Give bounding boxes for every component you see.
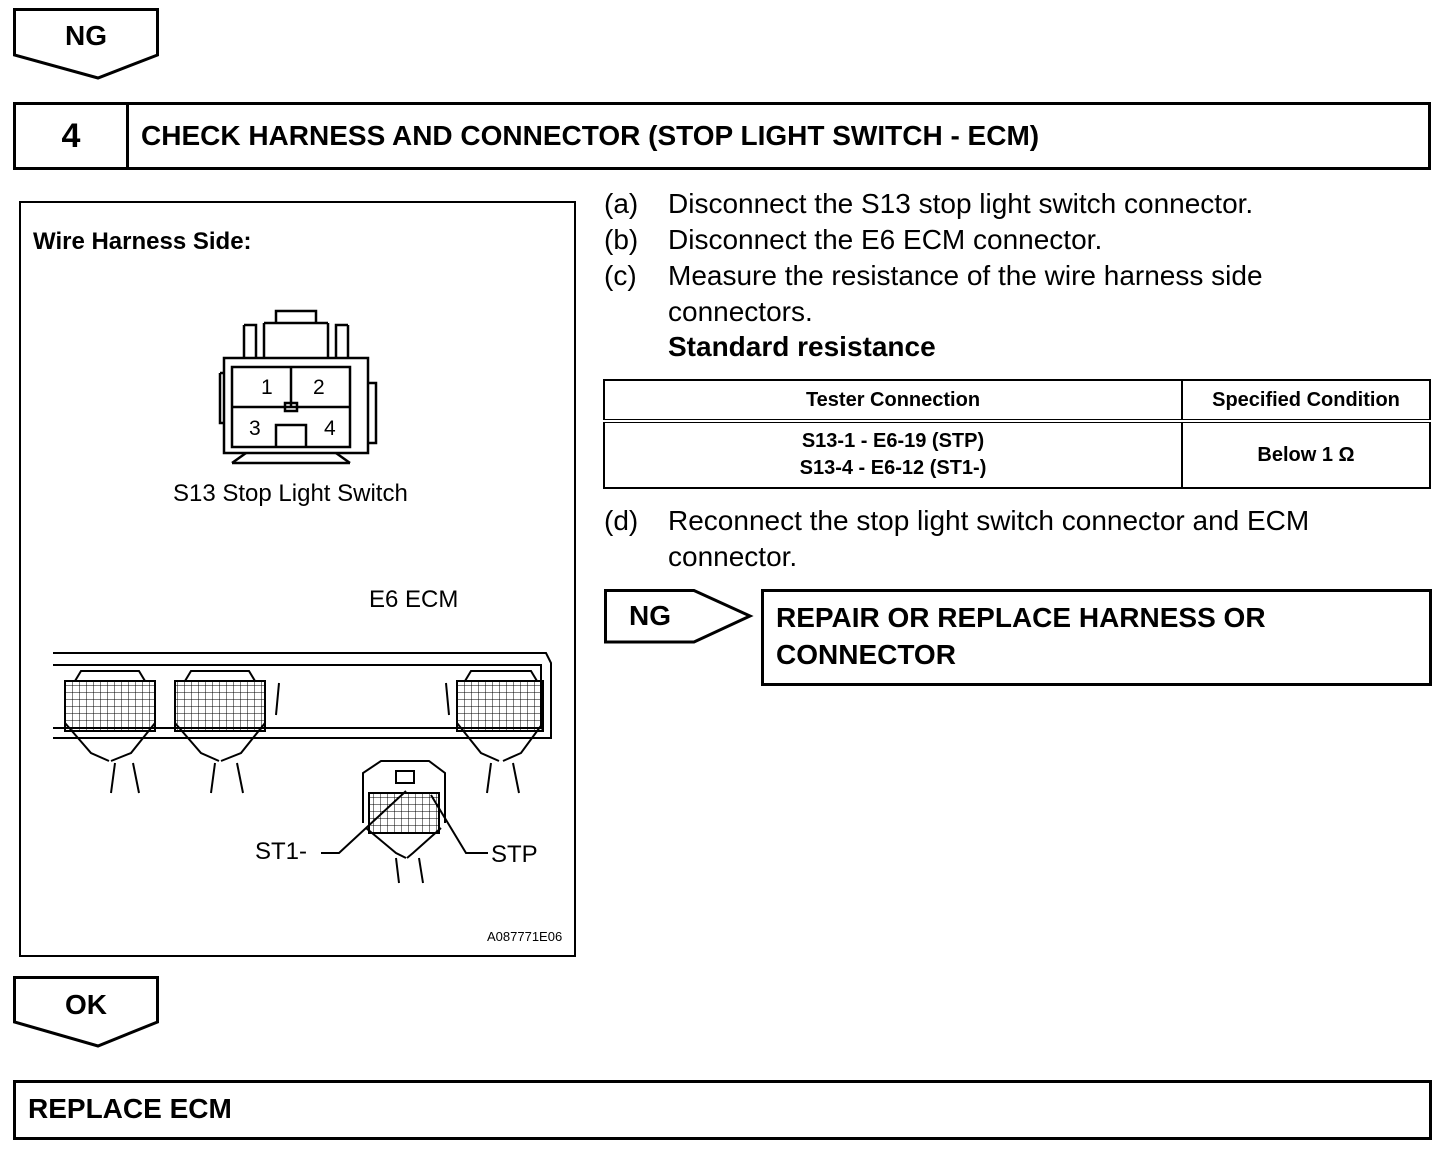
ng-action-box — [761, 589, 1432, 686]
connection-line-2: S13-4 - E6-12 (ST1-) — [799, 457, 987, 479]
wiring-illustration — [19, 201, 576, 957]
header-specified-condition: Specified Condition — [1182, 380, 1430, 421]
instruction-d-text: Reconnect the stop light switch connector and ECM — [668, 505, 1310, 536]
pin-3-label: 3 — [249, 417, 261, 440]
instruction-d-text-2: connector. — [668, 541, 798, 572]
resistance-spec-table — [603, 379, 1431, 489]
ng-action-line-1: REPAIR OR REPLACE HARNESS OR — [776, 602, 1266, 633]
connector-label: S13 Stop Light Switch — [173, 480, 408, 507]
final-action-box — [13, 1080, 1432, 1140]
pin-2-label: 2 — [313, 376, 325, 399]
instruction-c-text: Measure the resistance of the wire harness side — [668, 260, 1263, 291]
instruction-a-text: Disconnect the S13 stop light switch connector. — [668, 188, 1254, 219]
figure-id: A087771E06 — [487, 929, 563, 944]
step-header — [13, 102, 1431, 170]
step-title: CHECK HARNESS AND CONNECTOR (STOP LIGHT SWITCH - ECM) — [141, 120, 1040, 151]
instruction-c-marker: (c) — [604, 260, 637, 291]
ok-arrow-label: OK — [65, 989, 107, 1020]
ng-action-line-2: CONNECTOR — [776, 639, 956, 670]
ng-arrow-label: NG — [65, 20, 107, 51]
ecm-label: E6 ECM — [369, 586, 459, 613]
step-number: 4 — [16, 105, 129, 167]
pin-4-label: 4 — [324, 417, 336, 440]
instruction-b-marker: (b) — [604, 224, 639, 255]
instruction-b-text: Disconnect the E6 ECM connector. — [668, 224, 1103, 255]
pin-1-label: 1 — [261, 376, 273, 399]
standard-resistance-heading: Standard resistance — [668, 331, 936, 362]
table-row — [604, 421, 1430, 488]
stp-pin-label: STP — [491, 841, 538, 868]
instruction-a-marker: (a) — [604, 188, 639, 219]
ng-result-label: NG — [629, 600, 671, 631]
instruction-d-marker: (d) — [604, 505, 639, 536]
specified-condition-cell: Below 1 Ω — [1182, 421, 1430, 488]
header-tester-connection: Tester Connection — [604, 380, 1182, 421]
figure-heading: Wire Harness Side: — [33, 228, 252, 255]
connection-line-1: S13-1 - E6-19 (STP) — [801, 430, 985, 452]
st1-pin-label: ST1- — [255, 838, 308, 865]
tester-connection-cell — [604, 421, 1182, 488]
instruction-c-text-2: connectors. — [668, 296, 813, 327]
final-action-text: REPLACE ECM — [28, 1093, 232, 1124]
